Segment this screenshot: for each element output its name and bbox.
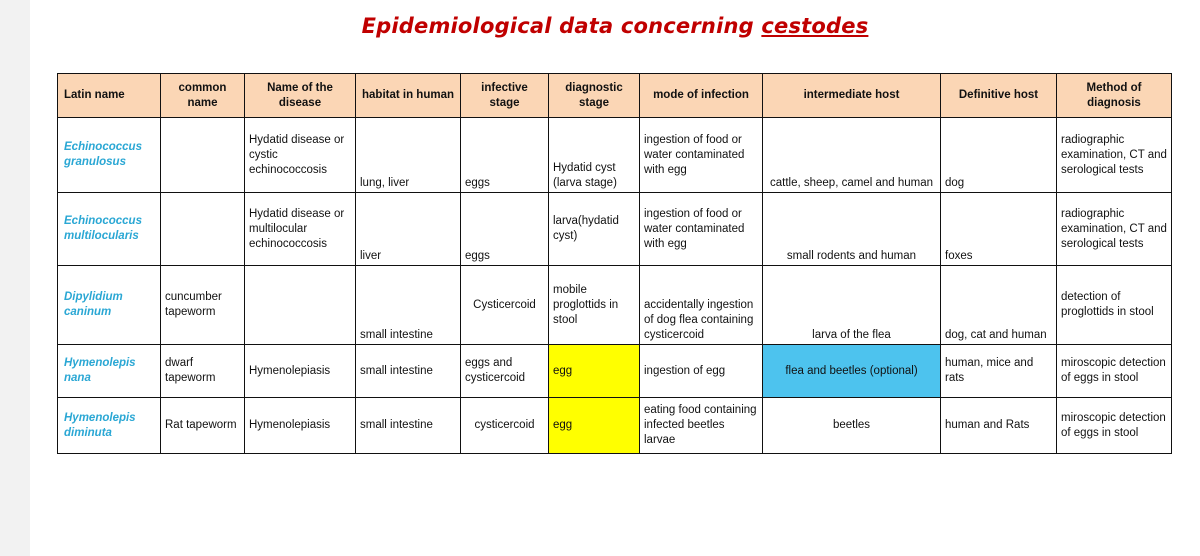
table-row bbox=[58, 118, 1172, 193]
common-name-cell bbox=[161, 118, 245, 193]
diagnostic-stage-cell: Hydatid cyst (larva stage) bbox=[549, 118, 640, 193]
header-cell: infective stage bbox=[461, 74, 549, 118]
document-page bbox=[30, 0, 1200, 556]
common-name-cell: cuncumber tapeworm bbox=[161, 266, 245, 345]
infective-stage-cell: eggs bbox=[461, 118, 549, 193]
diagnosis-method-cell: radiographic examination, CT and serological tests bbox=[1057, 118, 1172, 193]
header-cell: Latin name bbox=[58, 74, 161, 118]
intermediate-host-cell: larva of the flea bbox=[763, 266, 941, 345]
table-row bbox=[58, 266, 1172, 345]
habitat-cell: small intestine bbox=[356, 266, 461, 345]
header-cell: common name bbox=[161, 74, 245, 118]
header-cell: Method of diagnosis bbox=[1057, 74, 1172, 118]
common-name-cell: Rat tapeworm bbox=[161, 398, 245, 454]
intermediate-host-cell: cattle, sheep, camel and human bbox=[763, 118, 941, 193]
title-text: Epidemiological data concerning bbox=[361, 14, 762, 38]
habitat-cell: liver bbox=[356, 193, 461, 266]
mode-of-infection-cell: eating food containing infected beetles larvae bbox=[640, 398, 763, 454]
diagnosis-method-cell: miroscopic detection of eggs in stool bbox=[1057, 398, 1172, 454]
diagnosis-method-cell: miroscopic detection of eggs in stool bbox=[1057, 345, 1172, 398]
habitat-cell: small intestine bbox=[356, 345, 461, 398]
diagnostic-stage-cell: egg bbox=[549, 398, 640, 454]
title-underlined-word: cestodes bbox=[761, 14, 869, 38]
definitive-host-cell: foxes bbox=[941, 193, 1057, 266]
habitat-cell: lung, liver bbox=[356, 118, 461, 193]
infective-stage-cell: Cysticercoid bbox=[461, 266, 549, 345]
latin-name-cell: Hymenolepis diminuta bbox=[58, 398, 161, 454]
latin-name-cell: Dipylidium caninum bbox=[58, 266, 161, 345]
disease-cell: Hydatid disease or cystic echinococcosis bbox=[245, 118, 356, 193]
latin-name-cell: Hymenolepis nana bbox=[58, 345, 161, 398]
disease-cell: Hydatid disease or multilocular echinococcosis bbox=[245, 193, 356, 266]
cestodes-table bbox=[57, 73, 1172, 454]
header-cell: mode of infection bbox=[640, 74, 763, 118]
diagnosis-method-cell: detection of proglottids in stool bbox=[1057, 266, 1172, 345]
intermediate-host-cell: beetles bbox=[763, 398, 941, 454]
header-cell: habitat in human bbox=[356, 74, 461, 118]
mode-of-infection-cell: ingestion of egg bbox=[640, 345, 763, 398]
diagnosis-method-cell: radiographic examination, CT and serological tests bbox=[1057, 193, 1172, 266]
latin-name-cell: Echinococcus granulosus bbox=[58, 118, 161, 193]
table-row bbox=[58, 398, 1172, 454]
page-title bbox=[30, 14, 1200, 38]
habitat-cell: small intestine bbox=[356, 398, 461, 454]
header-cell: Name of the disease bbox=[245, 74, 356, 118]
definitive-host-cell: dog, cat and human bbox=[941, 266, 1057, 345]
header-cell: Definitive host bbox=[941, 74, 1057, 118]
disease-cell bbox=[245, 266, 356, 345]
header-cell: diagnostic stage bbox=[549, 74, 640, 118]
definitive-host-cell: dog bbox=[941, 118, 1057, 193]
mode-of-infection-cell: accidentally ingestion of dog flea containing cysticercoid bbox=[640, 266, 763, 345]
definitive-host-cell: human, mice and rats bbox=[941, 345, 1057, 398]
disease-cell: Hymenolepiasis bbox=[245, 398, 356, 454]
header-cell: intermediate host bbox=[763, 74, 941, 118]
mode-of-infection-cell: ingestion of food or water contaminated with egg bbox=[640, 118, 763, 193]
disease-cell: Hymenolepiasis bbox=[245, 345, 356, 398]
intermediate-host-cell: small rodents and human bbox=[763, 193, 941, 266]
table-row bbox=[58, 345, 1172, 398]
intermediate-host-cell: flea and beetles (optional) bbox=[763, 345, 941, 398]
latin-name-cell: Echinococcus multilocularis bbox=[58, 193, 161, 266]
common-name-cell bbox=[161, 193, 245, 266]
diagnostic-stage-cell: larva(hydatid cyst) bbox=[549, 193, 640, 266]
infective-stage-cell: eggs and cysticercoid bbox=[461, 345, 549, 398]
diagnostic-stage-cell: egg bbox=[549, 345, 640, 398]
infective-stage-cell: eggs bbox=[461, 193, 549, 266]
table-row bbox=[58, 193, 1172, 266]
infective-stage-cell: cysticercoid bbox=[461, 398, 549, 454]
diagnostic-stage-cell: mobile proglottids in stool bbox=[549, 266, 640, 345]
common-name-cell: dwarf tapeworm bbox=[161, 345, 245, 398]
definitive-host-cell: human and Rats bbox=[941, 398, 1057, 454]
header-row bbox=[58, 74, 1172, 118]
mode-of-infection-cell: ingestion of food or water contaminated with egg bbox=[640, 193, 763, 266]
